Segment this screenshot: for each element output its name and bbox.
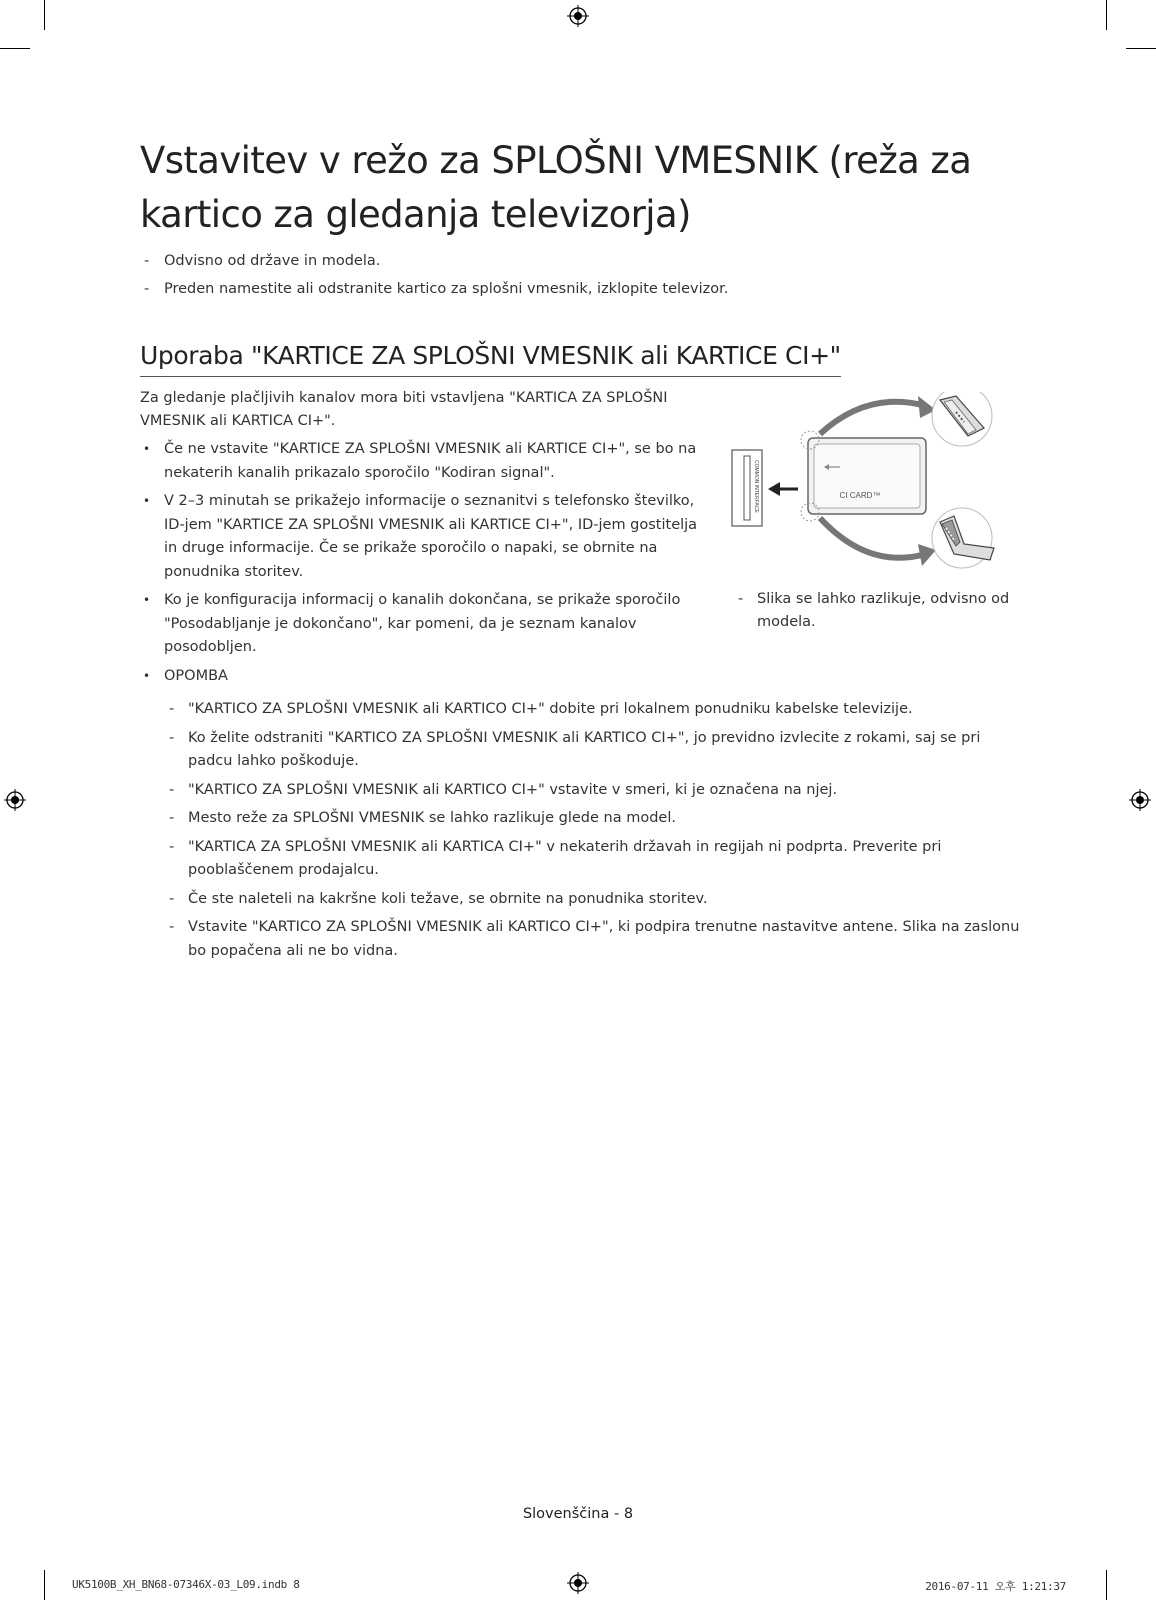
list-item: - Mesto reže za SPLOŠNI VMESNIK se lahko razlikuje glede na model. [164,807,1024,831]
bullet-list [140,438,700,693]
top-notes-list [140,250,728,306]
list-item: • OPOMBA [140,665,700,689]
registration-mark-icon [4,789,26,811]
print-stamp: 2016-07-11 오후 1:21:37 [925,1580,1066,1593]
card-label: CI CARD™ [839,491,881,500]
detail-zoom-bottom [932,508,994,568]
page-title-line: kartico za gledanja televizorja) [140,193,691,236]
list-item: • Če ne vstavite "KARTICE ZA SPLOŠNI VMESNIK ali KARTICE CI+", se bo na nekaterih kanalih prikazalo sporočilo "Kodiran signal". [140,438,700,485]
list-item: - "KARTICO ZA SPLOŠNI VMESNIK ali KARTICO CI+" vstavite v smeri, ki je označena na njej. [164,779,1024,803]
registration-mark-icon [567,1572,589,1594]
list-item: - Slika se lahko razlikuje, odvisno od modela. [735,588,1025,634]
section-intro: Za gledanje plačljivih kanalov mora biti vstavljena "KARTICA ZA SPLOŠNI VMESNIK ali KARTICA CI+". [140,390,668,429]
list-item: • Ko je konfiguracija informacij o kanalih dokončana, se prikaže sporočilo "Posodabljanje je dokončano", kar pomeni, da je seznam kanalov posodobljen. [140,589,700,660]
list-item: - Odvisno od države in modela. [140,250,728,273]
page-title [140,134,1000,242]
detail-zoom-top [932,392,992,446]
note-list [164,698,1024,968]
page-number: Slovenščina - 8 [522,1506,634,1522]
crop-mark [1126,48,1156,49]
crop-mark [1106,0,1107,30]
list-item: - Preden namestite ali odstranite kartico za splošni vmesnik, izklopite televizor. [140,278,728,301]
crop-mark [0,48,30,49]
insert-arrow-icon [768,482,798,496]
crop-mark [44,1570,45,1600]
list-item: - Vstavite "KARTICO ZA SPLOŠNI VMESNIK ali KARTICO CI+", ki podpira trenutne nastavitve antene. Slika na zaslonu bo popačena ali ne bo vidna. [164,916,1024,963]
registration-mark-icon [1129,789,1151,811]
list-item: - Če ste naleteli na kakršne koli težave, se obrnite na ponudnika storitev. [164,888,1024,912]
file-slug: UK5100B_XH_BN68-07346X-03_L09.indb 8 [72,1578,300,1591]
ci-card-illustration [728,392,1018,572]
crop-mark [44,0,45,30]
figure-caption [735,588,1025,634]
list-item: - Ko želite odstraniti "KARTICO ZA SPLOŠNI VMESNIK ali KARTICO CI+", jo previdno izvlecite z rokami, saj se pri padcu lahko poškoduje. [164,727,1024,774]
list-item: - "KARTICA ZA SPLOŠNI VMESNIK ali KARTICA CI+" v nekaterih državah in regijah ni podprta. Preverite pri pooblaščenem prodajalcu. [164,836,1024,883]
page-title-line: Vstavitev v režo za SPLOŠNI VMESNIK (reža za [140,139,972,182]
registration-mark-icon [567,5,589,27]
list-item: - "KARTICO ZA SPLOŠNI VMESNIK ali KARTICO CI+" dobite pri lokalnem ponudniku kabelske televizije. [164,698,1024,722]
section-title: Uporaba "KARTICE ZA SPLOŠNI VMESNIK ali KARTICE CI+" [140,338,841,377]
slot-label: COMMON INTERFACE [753,460,759,513]
list-item: • V 2–3 minutah se prikažejo informacije o seznanitvi s telefonsko številko, ID-jem "KARTICE ZA SPLOŠNI VMESNIK ali KARTICE CI+", ID-jem gostitelja in druge informacije. Če se prikaže sporočilo o napaki, se obrnite na ponudnika storitev. [140,490,700,584]
crop-mark [1106,1570,1107,1600]
